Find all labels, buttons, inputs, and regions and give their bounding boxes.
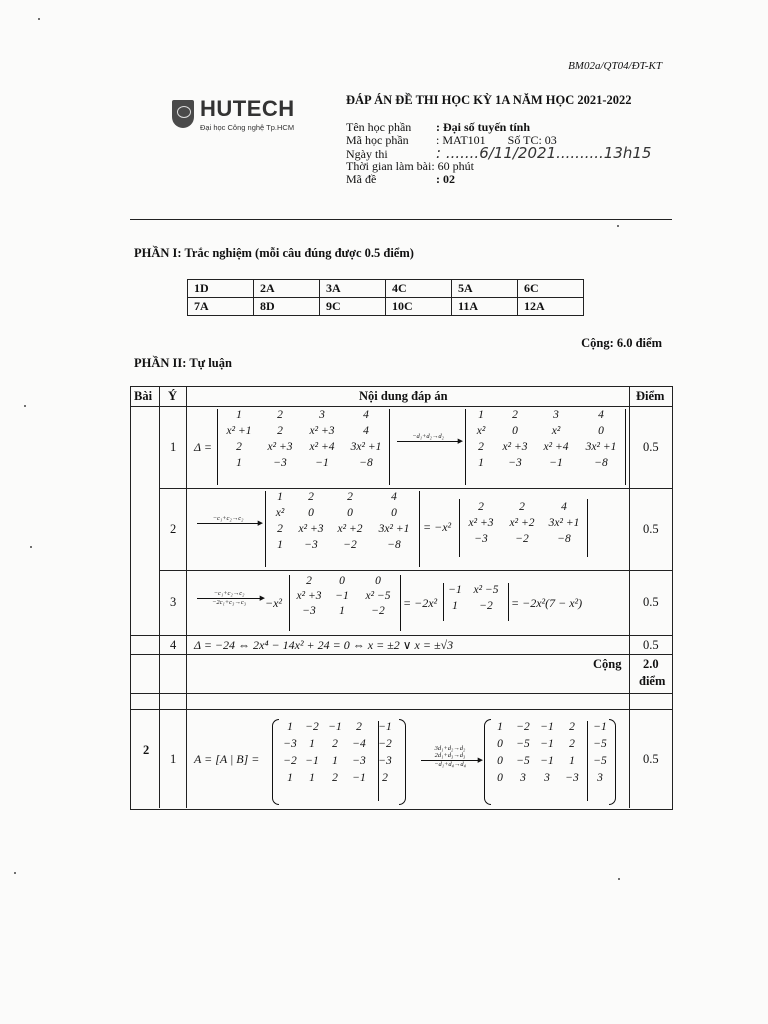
matrix-entry: 2 bbox=[277, 425, 283, 437]
code-value: : MAT101 bbox=[436, 133, 486, 147]
matrix-entry: 4 bbox=[598, 409, 604, 421]
matrix-entry: 1 bbox=[309, 772, 315, 784]
item-number: 2 bbox=[170, 522, 177, 536]
hutech-logo bbox=[172, 98, 312, 144]
matrix-entry: −3 bbox=[565, 772, 579, 784]
table-row bbox=[188, 298, 584, 316]
det-bar bbox=[289, 575, 290, 631]
matrix-entry: 0 bbox=[308, 507, 314, 519]
matrix-entry: 0 bbox=[497, 772, 503, 784]
matrix-entry: 2 bbox=[332, 738, 338, 750]
item-score: 0.5 bbox=[643, 638, 659, 652]
matrix-entry: −1 bbox=[378, 721, 392, 733]
time-text: Thời gian làm bài: 60 phút bbox=[346, 159, 474, 173]
matrix-entry: x² bbox=[551, 425, 561, 437]
det-bar bbox=[400, 575, 401, 631]
equation: Δ = −24 ⇔ 2x⁴ − 14x² + 24 = 0 ⇔ x = ±2 ∨ x = ±√3 bbox=[194, 638, 454, 652]
matrix-entry: 1 bbox=[236, 457, 242, 469]
matrix-entry: 1 bbox=[569, 755, 575, 767]
credits: Số TC: 03 bbox=[507, 133, 557, 147]
matrix-entry: 1 bbox=[277, 491, 283, 503]
subtotal-score: 2.0 bbox=[643, 657, 659, 671]
matrix-entry: x² −5 bbox=[473, 584, 499, 596]
expression: −x² bbox=[265, 596, 283, 610]
matrix-entry: 1 bbox=[339, 605, 345, 617]
bracket bbox=[609, 719, 616, 805]
col-bai: Bài bbox=[134, 389, 153, 403]
matrix-entry: 1 bbox=[277, 539, 283, 551]
scan-dot bbox=[617, 225, 619, 227]
matrix-entry: 2 bbox=[308, 491, 314, 503]
matrix-entry: 2 bbox=[306, 575, 312, 587]
matrix-entry: 4 bbox=[561, 501, 567, 513]
matrix-entry: −2 bbox=[371, 605, 385, 617]
det-bar bbox=[625, 409, 626, 485]
matrix-entry: 1 bbox=[332, 755, 338, 767]
item-score: 0.5 bbox=[643, 440, 659, 454]
part1-total: Cộng: 6.0 điểm bbox=[581, 336, 662, 350]
scan-dot bbox=[30, 546, 32, 548]
row-operation bbox=[397, 433, 459, 442]
det-bar bbox=[217, 409, 218, 485]
det-bar bbox=[265, 491, 266, 567]
matrix-entry: 2 bbox=[569, 721, 575, 733]
matrix-entry: x² +3 bbox=[309, 425, 335, 437]
matrix bbox=[444, 584, 506, 612]
expression: = −2x² bbox=[403, 596, 438, 610]
date-value: : .......6/11/2021..........13h15 bbox=[436, 144, 652, 162]
matrix-entry: −1 bbox=[540, 721, 554, 733]
det-bar bbox=[419, 491, 420, 567]
matrix-entry: 3x² +1 bbox=[585, 441, 617, 453]
matrix bbox=[461, 501, 585, 545]
matrix-entry: 1 bbox=[309, 738, 315, 750]
logo-subtitle: Đại học Công nghệ Tp.HCM bbox=[200, 123, 295, 132]
item-number: 4 bbox=[170, 638, 177, 652]
row-divider bbox=[159, 488, 672, 489]
matrix-entry: 3x² +1 bbox=[378, 523, 410, 535]
matrix-entry: x² +2 bbox=[509, 517, 535, 529]
matrix bbox=[279, 721, 403, 784]
matrix-entry: x² bbox=[476, 425, 486, 437]
matrix-entry: −4 bbox=[352, 738, 366, 750]
matrix-entry: −3 bbox=[273, 457, 287, 469]
row-operation bbox=[421, 745, 479, 768]
answer-cell: 10C bbox=[386, 298, 452, 316]
column-operation bbox=[197, 590, 261, 606]
date-label: Ngày thi bbox=[346, 147, 388, 161]
matrix-entry: −3 bbox=[283, 738, 297, 750]
item-score: 0.5 bbox=[643, 752, 659, 766]
matrix-entry: −3 bbox=[302, 605, 316, 617]
matrix-entry: x² +4 bbox=[543, 441, 569, 453]
question-number: 2 bbox=[143, 743, 150, 757]
matrix-entry: −2 bbox=[343, 539, 357, 551]
matrix-entry: 1 bbox=[236, 409, 242, 421]
matrix-entry: 2 bbox=[236, 441, 242, 453]
item-score: 0.5 bbox=[643, 522, 659, 536]
answer-cell: 3A bbox=[320, 280, 386, 298]
matrix-entry: 1 bbox=[287, 772, 293, 784]
code-label: Mã học phần bbox=[346, 133, 409, 147]
subtotal-label: Cộng bbox=[593, 657, 622, 671]
matrix-entry: x² +3 bbox=[298, 523, 324, 535]
part2-heading: PHẦN II: Tự luận bbox=[134, 356, 232, 370]
matrix-entry: 2 bbox=[512, 409, 518, 421]
matrix-entry: x² −5 bbox=[365, 590, 391, 602]
bracket bbox=[272, 719, 279, 805]
matrix bbox=[219, 409, 389, 469]
operation-label: −c₁+c₂→c₂ bbox=[212, 515, 244, 522]
matrix-entry: 1 bbox=[478, 409, 484, 421]
matrix-entry: −2 bbox=[283, 755, 297, 767]
answer-cell: 2A bbox=[254, 280, 320, 298]
matrix-entry: x² +1 bbox=[226, 425, 252, 437]
matrix-entry: 2 bbox=[569, 738, 575, 750]
operation-label: −2c₁+c₃→c₃ bbox=[212, 599, 246, 606]
row-divider bbox=[131, 654, 672, 655]
matrix bbox=[267, 491, 417, 551]
matrix-entry: 2 bbox=[347, 491, 353, 503]
matrix-entry: 0 bbox=[391, 507, 397, 519]
matrix-entry: −3 bbox=[474, 533, 488, 545]
matrix-entry: −8 bbox=[594, 457, 608, 469]
divider bbox=[130, 219, 672, 220]
matrix-entry: −1 bbox=[335, 590, 349, 602]
answer-cell: 9C bbox=[320, 298, 386, 316]
matrix-entry: 2 bbox=[277, 409, 283, 421]
matrix-entry: 1 bbox=[287, 721, 293, 733]
matrix-entry: 1 bbox=[478, 457, 484, 469]
matrix bbox=[291, 575, 399, 617]
matrix-entry: −2 bbox=[479, 600, 493, 612]
matrix-entry: 0 bbox=[497, 738, 503, 750]
bracket bbox=[399, 719, 406, 805]
det-bar bbox=[587, 499, 588, 557]
item-number: 1 bbox=[170, 440, 177, 454]
scan-dot bbox=[618, 878, 620, 880]
matrix-entry: x² +3 bbox=[468, 517, 494, 529]
matrix-entry: −8 bbox=[557, 533, 571, 545]
augment-bar bbox=[378, 721, 379, 801]
essay-table bbox=[130, 386, 673, 810]
operation-label: 2d₁+d₃→d₃ bbox=[434, 752, 466, 759]
item-number: 3 bbox=[170, 595, 177, 609]
matrix-entry: 0 bbox=[347, 507, 353, 519]
column-operation bbox=[197, 515, 259, 524]
page-title: ĐÁP ÁN ĐỀ THI HỌC KỲ 1A NĂM HỌC 2021-2022 bbox=[346, 93, 632, 107]
matrix-entry: −2 bbox=[515, 533, 529, 545]
matrix-entry: −3 bbox=[378, 755, 392, 767]
matrix-entry: −5 bbox=[516, 738, 530, 750]
answer-cell: 5A bbox=[452, 280, 518, 298]
matrix-entry: 2 bbox=[478, 441, 484, 453]
matrix-entry: x² +4 bbox=[309, 441, 335, 453]
operation-label: −c₁+c₂→c₂ bbox=[213, 590, 245, 597]
matrix-entry: x² +3 bbox=[502, 441, 528, 453]
answer-cell: 1D bbox=[188, 280, 254, 298]
matrix-entry: 2 bbox=[332, 772, 338, 784]
operation-label: 3d₁+d₂→d₂ bbox=[434, 745, 466, 752]
matrix-entry: 3 bbox=[597, 772, 603, 784]
col-content: Nội dung đáp án bbox=[359, 389, 448, 403]
matrix-entry: −1 bbox=[328, 721, 342, 733]
matrix-entry: 2 bbox=[478, 501, 484, 513]
matrix-entry: −8 bbox=[387, 539, 401, 551]
matrix-entry: x² +2 bbox=[337, 523, 363, 535]
matrix-entry: −3 bbox=[508, 457, 522, 469]
answer-cell: 11A bbox=[452, 298, 518, 316]
answer-table bbox=[187, 279, 584, 316]
row-divider bbox=[131, 406, 672, 407]
operation-label: −d₁+d₄→d₄ bbox=[434, 761, 466, 768]
matrix-entry: −1 bbox=[315, 457, 329, 469]
det-bar bbox=[465, 409, 466, 485]
matrix-entry: −5 bbox=[516, 755, 530, 767]
matrix-entry: −5 bbox=[593, 738, 607, 750]
matrix-entry: −1 bbox=[448, 584, 462, 596]
course-value: : Đại số tuyến tính bbox=[436, 120, 531, 134]
row-divider bbox=[131, 635, 672, 636]
row-divider bbox=[159, 570, 672, 571]
matrix-entry: −5 bbox=[593, 755, 607, 767]
answer-cell: 6C bbox=[518, 280, 584, 298]
matrix-entry: −2 bbox=[378, 738, 392, 750]
matrix-entry: −1 bbox=[540, 738, 554, 750]
matrix-entry: 3 bbox=[319, 409, 325, 421]
form-code: BM02a/QT04/ĐT-KT bbox=[568, 60, 662, 72]
matrix-entry: 0 bbox=[375, 575, 381, 587]
matrix-entry: 2 bbox=[277, 523, 283, 535]
scan-dot bbox=[24, 405, 26, 407]
operation-label: −d₁+d₂→d₂ bbox=[412, 433, 444, 440]
matrix-entry: 3x² +1 bbox=[350, 441, 382, 453]
matrix-entry: x² bbox=[275, 507, 285, 519]
item-score: 0.5 bbox=[643, 595, 659, 609]
subtotal-unit: điểm bbox=[639, 674, 666, 688]
col-divider bbox=[629, 387, 630, 808]
matrix-entry: 2 bbox=[382, 772, 388, 784]
expression: = −2x²(7 − x²) bbox=[511, 596, 583, 610]
matrix-entry: 4 bbox=[391, 491, 397, 503]
augment-bar bbox=[587, 721, 588, 801]
matrix-entry: −1 bbox=[593, 721, 607, 733]
matrix-entry: −1 bbox=[305, 755, 319, 767]
matrix-entry: 0 bbox=[497, 755, 503, 767]
matrix-entry: 0 bbox=[512, 425, 518, 437]
scan-dot bbox=[38, 18, 40, 20]
det-bar bbox=[508, 583, 509, 621]
matrix-entry: 4 bbox=[363, 425, 369, 437]
matrix-entry: x² +3 bbox=[296, 590, 322, 602]
matrix-entry: 3x² +1 bbox=[548, 517, 580, 529]
col-score: Điểm bbox=[636, 389, 665, 403]
course-label: Tên học phần bbox=[346, 120, 412, 134]
col-y: Ý bbox=[168, 389, 178, 403]
det-bar bbox=[389, 409, 390, 485]
matrix-entry: 3 bbox=[544, 772, 550, 784]
matrix-entry: −1 bbox=[352, 772, 366, 784]
matrix-entry: −2 bbox=[305, 721, 319, 733]
matrix-entry: −3 bbox=[352, 755, 366, 767]
det-bar bbox=[459, 499, 460, 557]
exam-info bbox=[346, 121, 651, 186]
part1-heading: PHẦN I: Trắc nghiệm (mỗi câu đúng được 0.5 điểm) bbox=[134, 246, 414, 260]
shield-icon bbox=[172, 100, 194, 128]
answer-cell: 7A bbox=[188, 298, 254, 316]
exam-code-label: Mã đề bbox=[346, 172, 377, 186]
matrix-entry: 1 bbox=[497, 721, 503, 733]
item-number: 1 bbox=[170, 752, 177, 766]
matrix-entry: 0 bbox=[339, 575, 345, 587]
matrix-entry: 1 bbox=[452, 600, 458, 612]
logo-name: HUTECH bbox=[200, 96, 295, 121]
answer-cell: 12A bbox=[518, 298, 584, 316]
row-divider bbox=[131, 709, 672, 710]
expression: = −x² bbox=[423, 520, 452, 534]
matrix bbox=[467, 409, 625, 469]
matrix-entry: 0 bbox=[598, 425, 604, 437]
table-row bbox=[188, 280, 584, 298]
delta-label: Δ = bbox=[194, 440, 212, 454]
matrix-entry: 3 bbox=[520, 772, 526, 784]
scan-dot bbox=[14, 872, 16, 874]
matrix-entry: 3 bbox=[553, 409, 559, 421]
matrix bbox=[489, 721, 615, 784]
exam-code-value: : 02 bbox=[436, 172, 455, 186]
matrix-entry: 2 bbox=[519, 501, 525, 513]
matrix-entry: −3 bbox=[304, 539, 318, 551]
matrix-entry: 2 bbox=[356, 721, 362, 733]
matrix-entry: x² +3 bbox=[267, 441, 293, 453]
answer-cell: 4C bbox=[386, 280, 452, 298]
matrix-entry: −8 bbox=[359, 457, 373, 469]
matrix-entry: 4 bbox=[363, 409, 369, 421]
matrix-entry: −2 bbox=[516, 721, 530, 733]
augmented-label: A = [A | B] = bbox=[194, 752, 260, 766]
matrix-entry: −1 bbox=[540, 755, 554, 767]
row-divider bbox=[131, 693, 672, 694]
matrix-entry: −1 bbox=[549, 457, 563, 469]
answer-cell: 8D bbox=[254, 298, 320, 316]
col-divider bbox=[159, 387, 160, 808]
col-divider bbox=[186, 387, 187, 808]
